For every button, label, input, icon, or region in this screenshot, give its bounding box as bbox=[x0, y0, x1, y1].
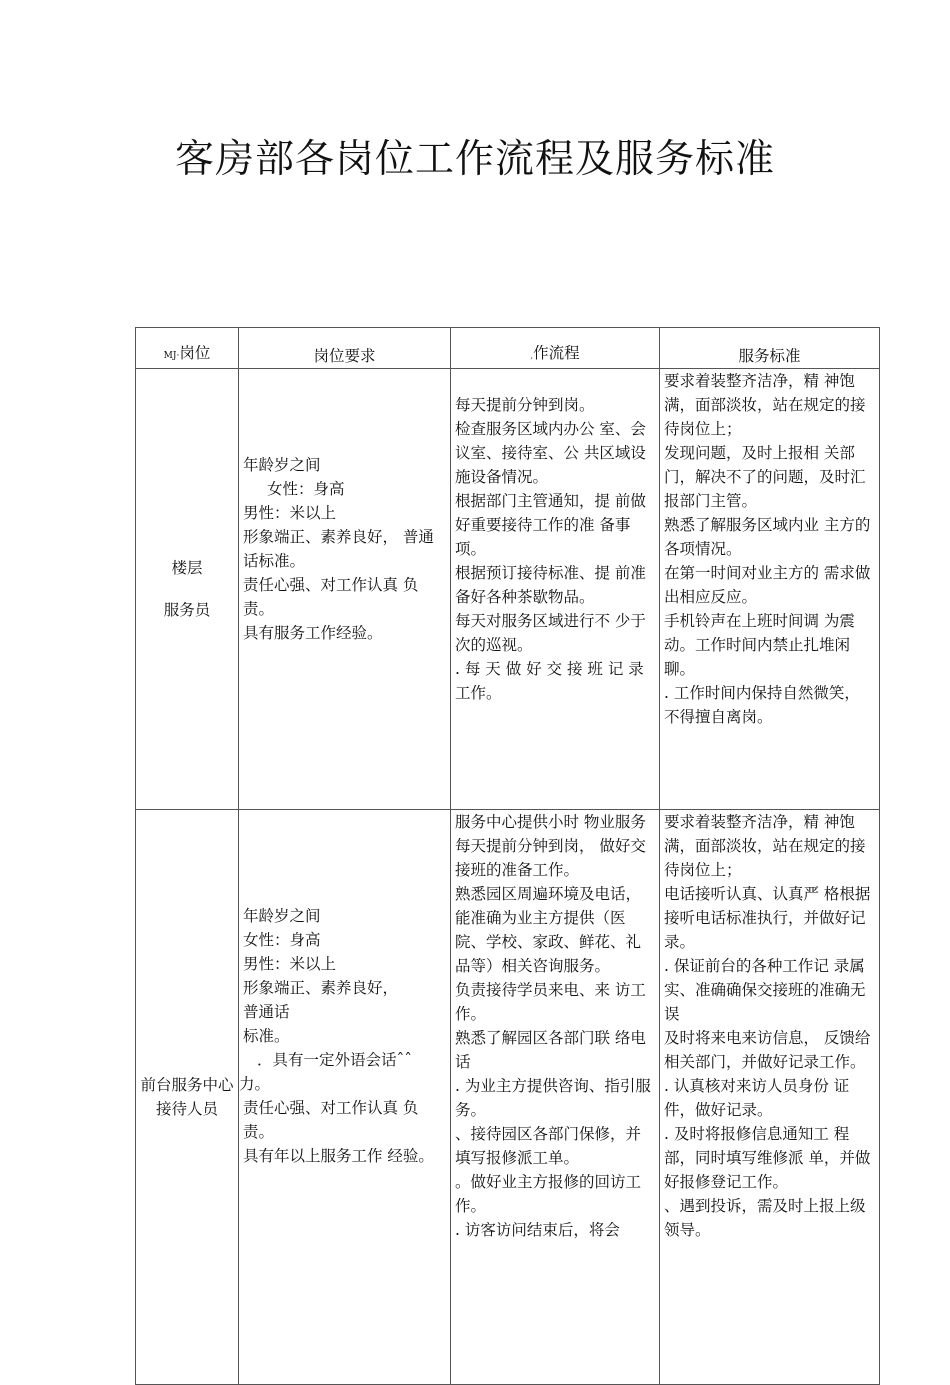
process-item: . 访客访问结束后，将会 bbox=[455, 1221, 620, 1239]
table-row bbox=[136, 369, 880, 810]
process-cell bbox=[451, 810, 660, 1385]
process-item: 。做好业主方报修的回访工作。 bbox=[455, 1173, 642, 1215]
standard-item: 、遇到投诉，需及时上报上级领导。 bbox=[664, 1197, 866, 1239]
standard-item: 及时将来电来访信息， 反馈给相关部门，并做好记录工作。 bbox=[664, 1029, 871, 1071]
header-process: ,作流程 bbox=[451, 328, 660, 369]
requirement-item: 具有年以上服务工作 经验。 bbox=[243, 1147, 434, 1165]
position-cell bbox=[136, 369, 239, 810]
standard-item: 要求着装整齐洁净，精 神饱满，面部淡妆，站在规定的接待岗位上； bbox=[664, 813, 866, 879]
standard-item: 电话接听认真、认真严 格根据接听电话标准执行，并做好记录。 bbox=[664, 885, 871, 951]
requirement-item: 女性：身高 bbox=[243, 931, 321, 949]
requirement-item: 男性：米以上 bbox=[243, 955, 337, 973]
process-item: 服务中心提供小时 物业服务 bbox=[455, 813, 646, 831]
process-item: 根据预订接待标准、提 前准备好各种茶歇物品。 bbox=[455, 564, 646, 606]
requirement-item: ．具有一定外语会话ˆˆ bbox=[257, 1051, 413, 1069]
header-process-label: 作流程 bbox=[533, 344, 580, 362]
requirement-item: 标准。 bbox=[243, 1027, 290, 1045]
standard-item: . 认真核对来访人员身份 证件，做好记录。 bbox=[664, 1077, 850, 1119]
requirement-item: 女性：身高 bbox=[267, 480, 345, 498]
process-cell bbox=[451, 369, 660, 810]
standard-item: . 保证前台的各种工作记 录属实、准确确保交接班的准确无误 bbox=[664, 957, 866, 1023]
standard-item: . 及时将报修信息通知工 程部，同时填写维修派 单，并做好报修登记工作。 bbox=[664, 1125, 871, 1191]
header-requirements: 岗位要求 bbox=[239, 328, 451, 369]
standards-cell bbox=[660, 369, 880, 810]
standard-item: 手机铃声在上班时间调 为震动。工作时间内禁止扎堆闲聊。 bbox=[664, 612, 855, 678]
header-standards: 服务标准 bbox=[660, 328, 880, 369]
position-line: 服务员 bbox=[163, 601, 211, 619]
process-item: 熟悉园区周遍环境及电话，能准确为业主方提供（医院、学校、家政、鲜花、礼品等）相关咨询服务。 bbox=[455, 885, 642, 975]
process-item: . 每 天 做 好 交 接 班 记 录 工作。 bbox=[455, 660, 644, 702]
process-item: 每天提前分钟到岗。 bbox=[455, 396, 595, 414]
standard-item: . 工作时间内保持自然微笑，不得擅自离岗。 bbox=[664, 684, 860, 726]
requirement-item: 形象端正、素养良好， 普通话标准。 bbox=[243, 528, 434, 570]
header-position-prefix: MJ· bbox=[163, 351, 180, 361]
position-line: 楼层 bbox=[171, 559, 203, 577]
process-item: 负责接待学员来电、来 访工作。 bbox=[455, 981, 646, 1023]
process-item: 、接待园区各部门保修，并填写报修派工单。 bbox=[455, 1125, 642, 1167]
requirement-item: 责任心强、对工作认真 负责。 bbox=[243, 576, 419, 618]
process-item: 每天对服务区域进行不 少于次的巡视。 bbox=[455, 612, 646, 654]
requirement-item: 具有服务工作经验。 bbox=[243, 624, 383, 642]
process-item: 检查服务区域内办公 室、会议室、接待室、公 共区域设施设备情况。 bbox=[455, 420, 646, 486]
process-item: 每天提前分钟到岗， 做好交接班的准备工作。 bbox=[455, 837, 646, 879]
requirements-cell bbox=[239, 369, 451, 810]
header-position-label: 岗位 bbox=[179, 344, 211, 362]
standards-cell bbox=[660, 810, 880, 1385]
process-item: 熟悉了解园区各部门联 络电话 bbox=[455, 1029, 646, 1071]
requirement-item: 普通话 bbox=[243, 1003, 290, 1021]
standard-item: 要求着装整齐洁净，精 神饱满，面部淡妆，站在规定的接待岗位上； bbox=[664, 372, 866, 438]
table-header-row bbox=[136, 328, 880, 369]
header-position bbox=[136, 328, 239, 369]
requirement-item: 年龄岁之间 bbox=[243, 907, 321, 925]
requirement-item: 年龄岁之间 bbox=[243, 456, 321, 474]
process-list bbox=[455, 810, 655, 1242]
standard-item: 发现问题，及时上报相 关部门，解决不了的问题，及时汇报部门主管。 bbox=[664, 444, 866, 510]
requirement-item: 形象端正、素养良好， bbox=[243, 979, 399, 997]
job-standards-table bbox=[135, 327, 880, 1385]
requirement-item: 责任心强、对工作认真 负责。 bbox=[243, 1099, 419, 1141]
position-cell bbox=[136, 810, 239, 1385]
document-title: 客房部各岗位工作流程及服务标准 bbox=[174, 137, 775, 182]
process-item: 根据部门主管通知，提 前做好重要接待工作的准 备事项。 bbox=[455, 492, 646, 558]
standard-item: 在第一时间对业主方的 需求做出相应反应。 bbox=[664, 564, 871, 606]
position-line: 前台服务中心接待人员 bbox=[140, 1076, 234, 1118]
table-row bbox=[136, 810, 880, 1385]
requirement-item: 男性：米以上 bbox=[243, 504, 337, 522]
requirement-item: 力。 bbox=[239, 1075, 271, 1093]
standard-item: 熟悉了解服务区域内业 主方的各项情况。 bbox=[664, 516, 871, 558]
requirements-cell bbox=[239, 810, 451, 1385]
process-item: . 为业主方提供咨询、指引服务。 bbox=[455, 1077, 651, 1119]
